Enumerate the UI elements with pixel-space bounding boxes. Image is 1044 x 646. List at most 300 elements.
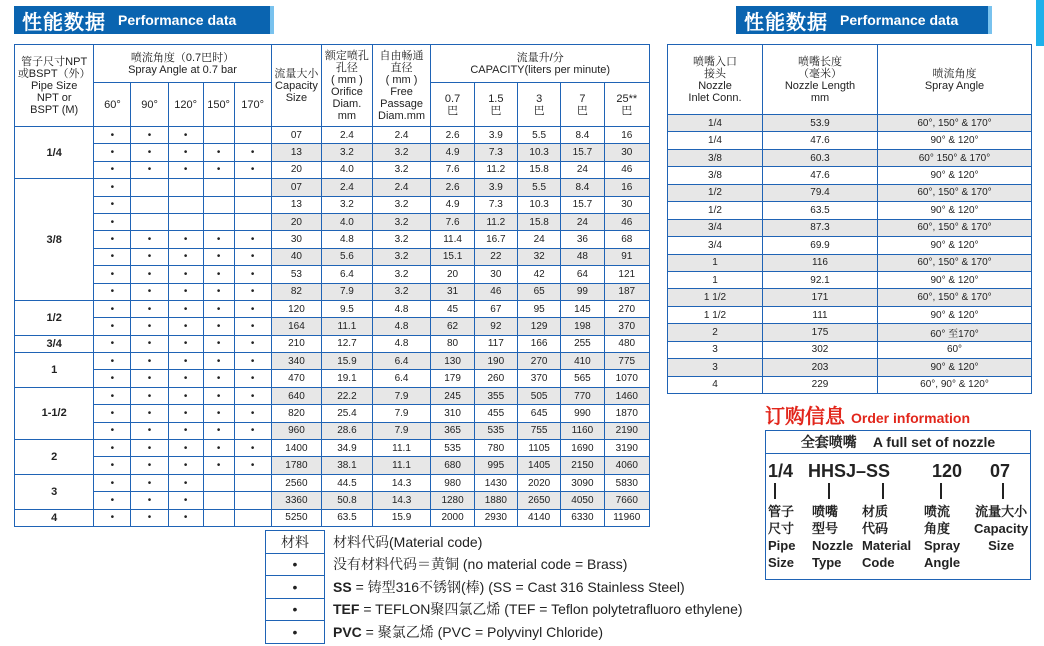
angle-mark-cell: • (203, 457, 234, 474)
value-cell: 1400 (271, 440, 322, 457)
angle-mark-cell: • (168, 318, 203, 335)
value-cell: 90° & 120° (878, 132, 1032, 149)
value-cell: 4.8 (372, 300, 431, 317)
angle-mark-cell: • (203, 266, 234, 283)
value-cell: 11.2 (474, 213, 517, 230)
table-row (668, 324, 1032, 341)
table-row (668, 359, 1032, 376)
value-cell: 60° 至170° (878, 324, 1032, 341)
pressure-line: 25** (616, 92, 638, 105)
angle-mark-cell: • (131, 266, 168, 283)
table-row (668, 341, 1032, 358)
order-box-title-cn: 全套喷嘴 (800, 434, 857, 450)
table-row (15, 179, 650, 196)
order-label-line: Capacity (974, 521, 1029, 536)
value-cell: 30 (271, 231, 322, 248)
table-row (15, 370, 650, 387)
material-text: = 聚氯乙烯 (PVC = Polyvinyl Chloride) (361, 623, 603, 640)
angle-mark-cell: • (203, 144, 234, 161)
value-cell: 92.1 (763, 271, 878, 288)
value-cell: 62 (431, 318, 474, 335)
value-cell: 28.6 (322, 422, 373, 439)
value-cell: 3.2 (372, 248, 431, 265)
angle-mark-cell: • (94, 405, 131, 422)
value-cell: 2930 (474, 509, 517, 526)
angle-mark-cell: • (168, 353, 203, 370)
angle-mark-cell: • (94, 387, 131, 404)
value-cell: 46 (604, 213, 649, 230)
header-line: Passage (380, 97, 423, 110)
order-label-line: Material (862, 538, 912, 553)
order-title-en: Order information (851, 410, 971, 426)
pressure-line: 7 (579, 92, 586, 105)
value-cell: 13 (271, 144, 322, 161)
angle-mark-cell: • (131, 474, 168, 491)
value-cell: 07 (271, 179, 322, 196)
pipe-size-cell: 3/8 (15, 179, 94, 301)
angle-mark-cell: • (234, 144, 271, 161)
pipe-size-cell: 1/4 (15, 127, 94, 179)
header-line: NPT or (36, 91, 72, 104)
value-cell: 60°, 150° & 170° (878, 115, 1032, 132)
value-cell: 995 (474, 457, 517, 474)
value-cell: 7660 (604, 492, 649, 509)
order-label-line: Size (768, 555, 795, 570)
value-cell: 175 (763, 324, 878, 341)
header-line: Diam. (332, 97, 362, 110)
angle-mark-cell: • (203, 283, 234, 300)
table-row (15, 283, 650, 300)
value-cell: 129 (517, 318, 560, 335)
material-mark: • (266, 621, 325, 644)
order-label-spray-angle (924, 503, 960, 571)
angle-mark-cell: • (94, 144, 131, 161)
value-cell: 565 (561, 370, 604, 387)
performance-header-en: Performance data (118, 12, 237, 28)
angle-mark-cell: • (131, 231, 168, 248)
value-cell: 3 (668, 341, 763, 358)
header-line: mm (810, 91, 830, 104)
value-cell: 30 (474, 266, 517, 283)
angle-mark-cell: • (94, 283, 131, 300)
value-cell: 46 (474, 283, 517, 300)
header-line: mm (337, 109, 357, 122)
value-cell: 20 (271, 161, 322, 178)
angle-mark-cell: • (234, 335, 271, 352)
table-row (15, 353, 650, 370)
table-row (15, 300, 650, 317)
value-cell: 3.2 (372, 144, 431, 161)
value-cell: 4.8 (322, 231, 373, 248)
table-row (668, 289, 1032, 306)
value-cell: 4060 (604, 457, 649, 474)
value-cell: 640 (271, 387, 322, 404)
value-cell: 3.9 (474, 127, 517, 144)
header-line: 流量升/分 (516, 51, 564, 64)
value-cell: 2.4 (322, 127, 373, 144)
capacity-header (431, 45, 650, 83)
header-line: Nozzle (698, 79, 732, 92)
value-cell: 3.2 (372, 266, 431, 283)
value-cell: 2650 (517, 492, 560, 509)
angle-mark-cell (203, 509, 234, 526)
value-cell: 90° & 120° (878, 271, 1032, 288)
value-cell: 470 (271, 370, 322, 387)
value-cell: 60°, 150° & 170° (878, 219, 1032, 236)
material-text: 没有材料代码＝黄铜 (no material code = Brass) (333, 556, 628, 573)
value-cell: 535 (474, 422, 517, 439)
value-cell: 210 (271, 335, 322, 352)
order-code-box (765, 430, 1031, 580)
angle-mark-cell (203, 492, 234, 509)
value-cell: 2.4 (372, 179, 431, 196)
order-label-line: 代码 (862, 521, 889, 536)
value-cell: 6.4 (322, 266, 373, 283)
angle-mark-cell (168, 196, 203, 213)
nozzle-length-header (763, 45, 878, 115)
angle-mark-cell (131, 196, 168, 213)
value-cell: 4.9 (431, 144, 474, 161)
angle-mark-cell: • (131, 161, 168, 178)
angle-mark-cell (234, 213, 271, 230)
table-row (668, 254, 1032, 271)
pressure-line: 巴 (533, 104, 545, 117)
value-cell: 4.9 (431, 196, 474, 213)
value-cell: 15.7 (561, 144, 604, 161)
pressure-header (474, 83, 517, 127)
value-cell: 3/8 (668, 167, 763, 184)
capacity-size-header (271, 45, 322, 127)
value-cell: 11.2 (474, 161, 517, 178)
pressure-line: 巴 (621, 104, 633, 117)
angle-mark-cell: • (131, 440, 168, 457)
angle-mark-cell: • (168, 457, 203, 474)
value-cell: 980 (431, 474, 474, 491)
order-label-line: 材质 (862, 504, 889, 519)
value-cell: 25.4 (322, 405, 373, 422)
order-pointer (828, 483, 830, 499)
value-cell: 20 (271, 213, 322, 230)
angle-mark-cell: • (94, 318, 131, 335)
value-cell: 7.9 (322, 283, 373, 300)
value-cell: 111 (763, 306, 878, 323)
value-cell: 4.8 (372, 335, 431, 352)
value-cell: 50.8 (322, 492, 373, 509)
table-row (668, 132, 1032, 149)
page-edge-tab (1036, 0, 1044, 46)
order-label-material-code (862, 503, 911, 571)
angle-mark-cell (203, 179, 234, 196)
angle-mark-cell: • (168, 405, 203, 422)
value-cell: 10.3 (517, 144, 560, 161)
value-cell: 680 (431, 457, 474, 474)
order-pointer (940, 483, 942, 499)
angle-mark-cell: • (168, 144, 203, 161)
angle-mark-cell: • (94, 474, 131, 491)
value-cell: 370 (604, 318, 649, 335)
value-cell: 780 (474, 440, 517, 457)
performance-header-cn: 性能数据 (22, 9, 106, 34)
angle-mark-cell: • (94, 231, 131, 248)
header-line: 接头 (704, 67, 726, 80)
value-cell: 90° & 120° (878, 306, 1032, 323)
value-cell: 10.3 (517, 196, 560, 213)
pressure-line: 0.7 (444, 92, 461, 105)
angle-mark-cell (168, 179, 203, 196)
value-cell: 2.6 (431, 127, 474, 144)
value-cell: 11960 (604, 509, 649, 526)
value-cell: 15.9 (372, 509, 431, 526)
material-mark: • (266, 576, 325, 599)
header-accent (988, 6, 992, 34)
order-code-type: HHSJ–SS (808, 461, 891, 481)
value-cell: 203 (763, 359, 878, 376)
angle-mark-cell: • (131, 509, 168, 526)
material-description (325, 621, 794, 644)
value-cell: 14.3 (372, 474, 431, 491)
value-cell: 80 (431, 335, 474, 352)
angle-mark-cell: • (131, 387, 168, 404)
value-cell: 3190 (604, 440, 649, 457)
nozzle-length-table (667, 44, 1032, 394)
angle-mark-cell (131, 179, 168, 196)
angle-mark-cell (203, 213, 234, 230)
angle-mark-cell (234, 474, 271, 491)
angle-mark-cell: • (168, 335, 203, 352)
value-cell: 13 (271, 196, 322, 213)
pressure-line: 巴 (576, 104, 588, 117)
value-cell: 505 (517, 387, 560, 404)
value-cell: 99 (561, 283, 604, 300)
angle-mark-cell: • (168, 474, 203, 491)
value-cell: 3.9 (474, 179, 517, 196)
value-cell: 15.8 (517, 213, 560, 230)
header-line: BSPT (M) (30, 103, 79, 116)
order-label-line: Pipe (768, 538, 796, 553)
value-cell: 22 (474, 248, 517, 265)
value-cell: 69.9 (763, 237, 878, 254)
value-cell: 1405 (517, 457, 560, 474)
angle-mark-cell: • (94, 509, 131, 526)
value-cell: 90° & 120° (878, 237, 1032, 254)
value-cell: 3 (668, 359, 763, 376)
value-cell: 2.6 (431, 179, 474, 196)
header-line: Free (390, 85, 413, 98)
value-cell: 87.3 (763, 219, 878, 236)
order-pointer (774, 483, 776, 499)
header-line: 孔径 (335, 61, 358, 74)
angle-mark-cell: • (234, 422, 271, 439)
header-line: Size (285, 91, 308, 104)
table-row (15, 422, 650, 439)
angle-mark-cell: • (203, 335, 234, 352)
value-cell: 79.4 (763, 184, 878, 201)
value-cell: 82 (271, 283, 322, 300)
angle-mark-cell: • (168, 422, 203, 439)
value-cell: 340 (271, 353, 322, 370)
value-cell: 31 (431, 283, 474, 300)
table-row (668, 306, 1032, 323)
material-row (266, 621, 794, 644)
value-cell: 960 (271, 422, 322, 439)
value-cell: 44.5 (322, 474, 373, 491)
angle-mark-cell: • (131, 127, 168, 144)
angle-header: 60° (94, 83, 131, 127)
table-row (668, 202, 1032, 219)
pipe-size-cell: 3 (15, 474, 94, 509)
performance-header-left (14, 6, 274, 34)
value-cell: 60°, 150° & 170° (878, 289, 1032, 306)
angle-mark-cell: • (168, 370, 203, 387)
value-cell: 20 (431, 266, 474, 283)
table-row (15, 457, 650, 474)
value-cell: 4.0 (322, 161, 373, 178)
angle-mark-cell: • (94, 422, 131, 439)
angle-mark-cell: • (94, 266, 131, 283)
value-cell: 7.6 (431, 161, 474, 178)
angle-mark-cell: • (131, 457, 168, 474)
value-cell: 1070 (604, 370, 649, 387)
order-label-line: 流量大小 (975, 504, 1028, 519)
angle-mark-cell: • (234, 283, 271, 300)
pressure-header (517, 83, 560, 127)
value-cell: 90° & 120° (878, 359, 1032, 376)
value-cell: 1460 (604, 387, 649, 404)
angle-mark-cell: • (168, 283, 203, 300)
angle-mark-cell (168, 213, 203, 230)
nozzle-angle-header (878, 45, 1032, 115)
value-cell: 53.9 (763, 115, 878, 132)
value-cell: 171 (763, 289, 878, 306)
material-row (266, 576, 794, 599)
value-cell: 14.3 (372, 492, 431, 509)
table-row (15, 231, 650, 248)
order-label-line: 尺寸 (768, 521, 795, 536)
angle-mark-cell (203, 474, 234, 491)
angle-mark-cell: • (203, 387, 234, 404)
value-cell: 40 (271, 248, 322, 265)
order-label-line: 角度 (924, 521, 951, 536)
material-row (266, 553, 794, 576)
angle-mark-cell: • (94, 300, 131, 317)
value-cell: 1 (668, 254, 763, 271)
value-cell: 42 (517, 266, 560, 283)
header-line: Inlet Conn. (688, 91, 742, 104)
value-cell: 535 (431, 440, 474, 457)
angle-mark-cell: • (234, 405, 271, 422)
value-cell: 24 (517, 231, 560, 248)
angle-header: 150° (203, 83, 234, 127)
material-code: PVC (333, 623, 362, 640)
table-row (15, 196, 650, 213)
value-cell: 820 (271, 405, 322, 422)
orifice-diam-header (322, 45, 373, 127)
angle-mark-cell: • (94, 161, 131, 178)
angle-mark-cell: • (234, 300, 271, 317)
header-line: 喷嘴长度 (798, 55, 842, 68)
order-pointer (882, 483, 884, 499)
value-cell: 1/4 (668, 115, 763, 132)
material-description (325, 553, 794, 576)
angle-mark-cell: • (234, 161, 271, 178)
value-cell: 45 (431, 300, 474, 317)
pipe-size-cell: 1/2 (15, 300, 94, 335)
material-text: = TEFLON聚四氯乙烯 (TEF = Teflon polytetrafluoro ethylene) (359, 601, 743, 618)
material-description (325, 598, 794, 621)
material-mark: • (266, 553, 325, 576)
value-cell: 2020 (517, 474, 560, 491)
header-line: Diam.mm (378, 109, 426, 122)
header-line: 管子尺寸NPT (21, 55, 88, 68)
value-cell: 7.6 (431, 213, 474, 230)
value-cell: 3/8 (668, 149, 763, 166)
value-cell: 60° 150° & 170° (878, 149, 1032, 166)
angle-mark-cell: • (234, 457, 271, 474)
value-cell: 270 (604, 300, 649, 317)
angle-mark-cell: • (94, 457, 131, 474)
angle-mark-cell: • (168, 509, 203, 526)
value-cell: 8.4 (561, 179, 604, 196)
table-row (15, 161, 650, 178)
material-text: = 铸型316不锈钢(棒) (SS = Cast 316 Stainless Steel) (351, 578, 685, 595)
table-row (15, 213, 650, 230)
header-accent (270, 6, 274, 34)
value-cell: 53 (271, 266, 322, 283)
angle-mark-cell: • (131, 370, 168, 387)
value-cell: 179 (431, 370, 474, 387)
value-cell: 8.4 (561, 127, 604, 144)
value-cell: 63.5 (763, 202, 878, 219)
value-cell: 3090 (561, 474, 604, 491)
pipe-size-cell: 4 (15, 509, 94, 526)
value-cell: 7.3 (474, 196, 517, 213)
value-cell: 60°, 150° & 170° (878, 184, 1032, 201)
spray-angle-header (94, 45, 271, 83)
value-cell: 24 (561, 161, 604, 178)
value-cell: 1880 (474, 492, 517, 509)
table-row (668, 271, 1032, 288)
angle-mark-cell: • (131, 335, 168, 352)
value-cell: 67 (474, 300, 517, 317)
angle-mark-cell: • (94, 248, 131, 265)
material-code: TEF (333, 601, 360, 618)
value-cell: 3.2 (372, 213, 431, 230)
header-line: 喷流角度 (932, 67, 977, 80)
table-row (668, 219, 1032, 236)
value-cell: 480 (604, 335, 649, 352)
value-cell: 229 (763, 376, 878, 393)
value-cell: 4050 (561, 492, 604, 509)
value-cell: 1160 (561, 422, 604, 439)
header-line: 喷流角度（0.7巴时） (130, 51, 235, 64)
angle-mark-cell: • (94, 335, 131, 352)
order-label-pipe-size (768, 503, 795, 571)
angle-mark-cell: • (168, 161, 203, 178)
angle-mark-cell: • (131, 422, 168, 439)
value-cell: 1280 (431, 492, 474, 509)
angle-mark-cell (234, 509, 271, 526)
value-cell: 187 (604, 283, 649, 300)
pressure-line: 1.5 (488, 92, 504, 105)
angle-mark-cell: • (94, 492, 131, 509)
value-cell: 91 (604, 248, 649, 265)
angle-mark-cell: • (131, 405, 168, 422)
value-cell: 270 (517, 353, 560, 370)
angle-mark-cell: • (131, 283, 168, 300)
value-cell: 5.5 (517, 127, 560, 144)
angle-mark-cell: • (203, 353, 234, 370)
value-cell: 4 (668, 376, 763, 393)
